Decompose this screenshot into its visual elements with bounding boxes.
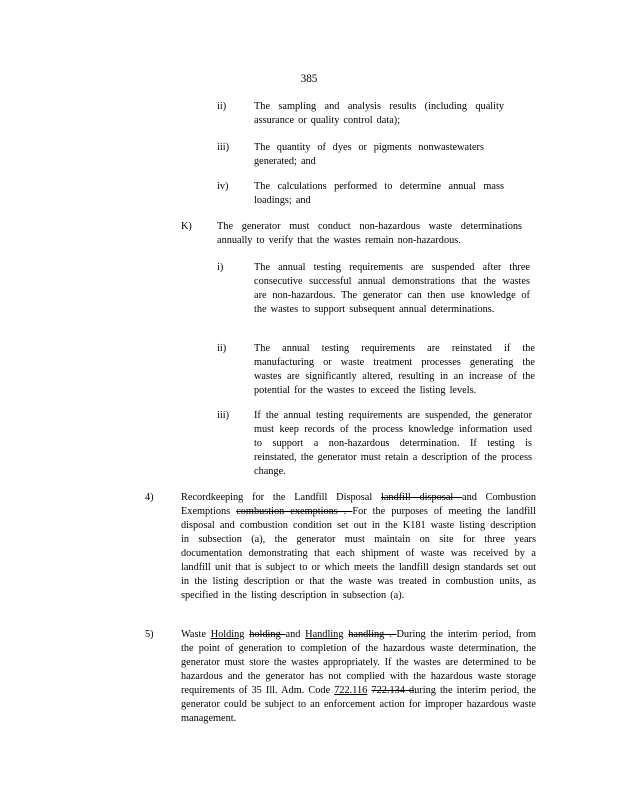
item-marker: iii) (217, 410, 230, 421)
item-text: The quantity of dyes or pigments nonwastewaters generated; and (254, 142, 484, 167)
item-text: The sampling and analysis results (including quality assurance or quality control data); (254, 101, 504, 126)
inserted-text: Holding (210, 629, 245, 640)
item-marker: 5) (145, 629, 154, 640)
item-marker: iii) (217, 142, 230, 153)
item-text: If the annual testing requirements are suspended, the generator must keep records of the process knowledge information used to support a non-hazardous determination. If testing is reinstated, the generator must retain a description of the process change. (254, 410, 532, 477)
item-marker: i) (217, 262, 224, 273)
item-text: Recordkeeping for the Landfill Disposal landfill disposal and Combustion Exemptions combustion exemptions . For the purposes of meeting the landfill disposal and combustion condition set out in the K181 waste listing description in subsection (a), the generator must maintain on site for three years documentation demonstrating that each shipment of waste was received by a landfill unit that is subject to or which meets the landfill design standards set out in the listing description or that the waste was treated in combustion units, as specified in the listing description in subsection (a). (181, 492, 537, 601)
deleted-text: 722.134 d (371, 685, 415, 696)
item-marker: K) (181, 221, 192, 232)
inserted-text: 722.116 (334, 685, 368, 696)
item-text: The calculations performed to determine annual mass loadings; and (254, 181, 504, 206)
item-marker: iv) (217, 181, 229, 192)
item-text: The generator must conduct non-hazardous waste determinations annually to verify that the wastes remain non-hazardous. (217, 221, 522, 246)
item-text: Waste Holding holding and Handling handling . During the interim period, from the point of generation to completion of the hazardous waste determination, the generator must store the wastes appropriately. If the wastes are determined to be hazardous and the generator has not complied with the hazardous waste storage requirements of 35 Ill. Adm. Code 722.116 722.134 during the interim period, the generator could be subject to an enforcement action for improper hazardous waste management. (181, 629, 536, 724)
item-marker: 4) (145, 492, 154, 503)
page-number: 385 (300, 73, 318, 85)
item-text: The annual testing requirements are suspended after three consecutive successful annual demonstrations that the wastes are non-hazardous. The generator can then use knowledge of the wastes to support subsequent annual determinations. (254, 262, 530, 315)
deleted-text: combustion exemptions . (236, 506, 353, 517)
deleted-text: holding (249, 629, 286, 640)
item-marker: ii) (217, 101, 227, 112)
deleted-text: landfill disposal (380, 492, 463, 503)
item-text: The annual testing requirements are reinstated if the manufacturing or waste treatment processes generating the wastes are significantly altered, resulting in an increase of the potential for the wastes to exceed the listing levels. (254, 343, 535, 396)
inserted-text: Handling (305, 629, 344, 640)
deleted-text: handling . (348, 629, 397, 640)
item-marker: ii) (217, 343, 227, 354)
